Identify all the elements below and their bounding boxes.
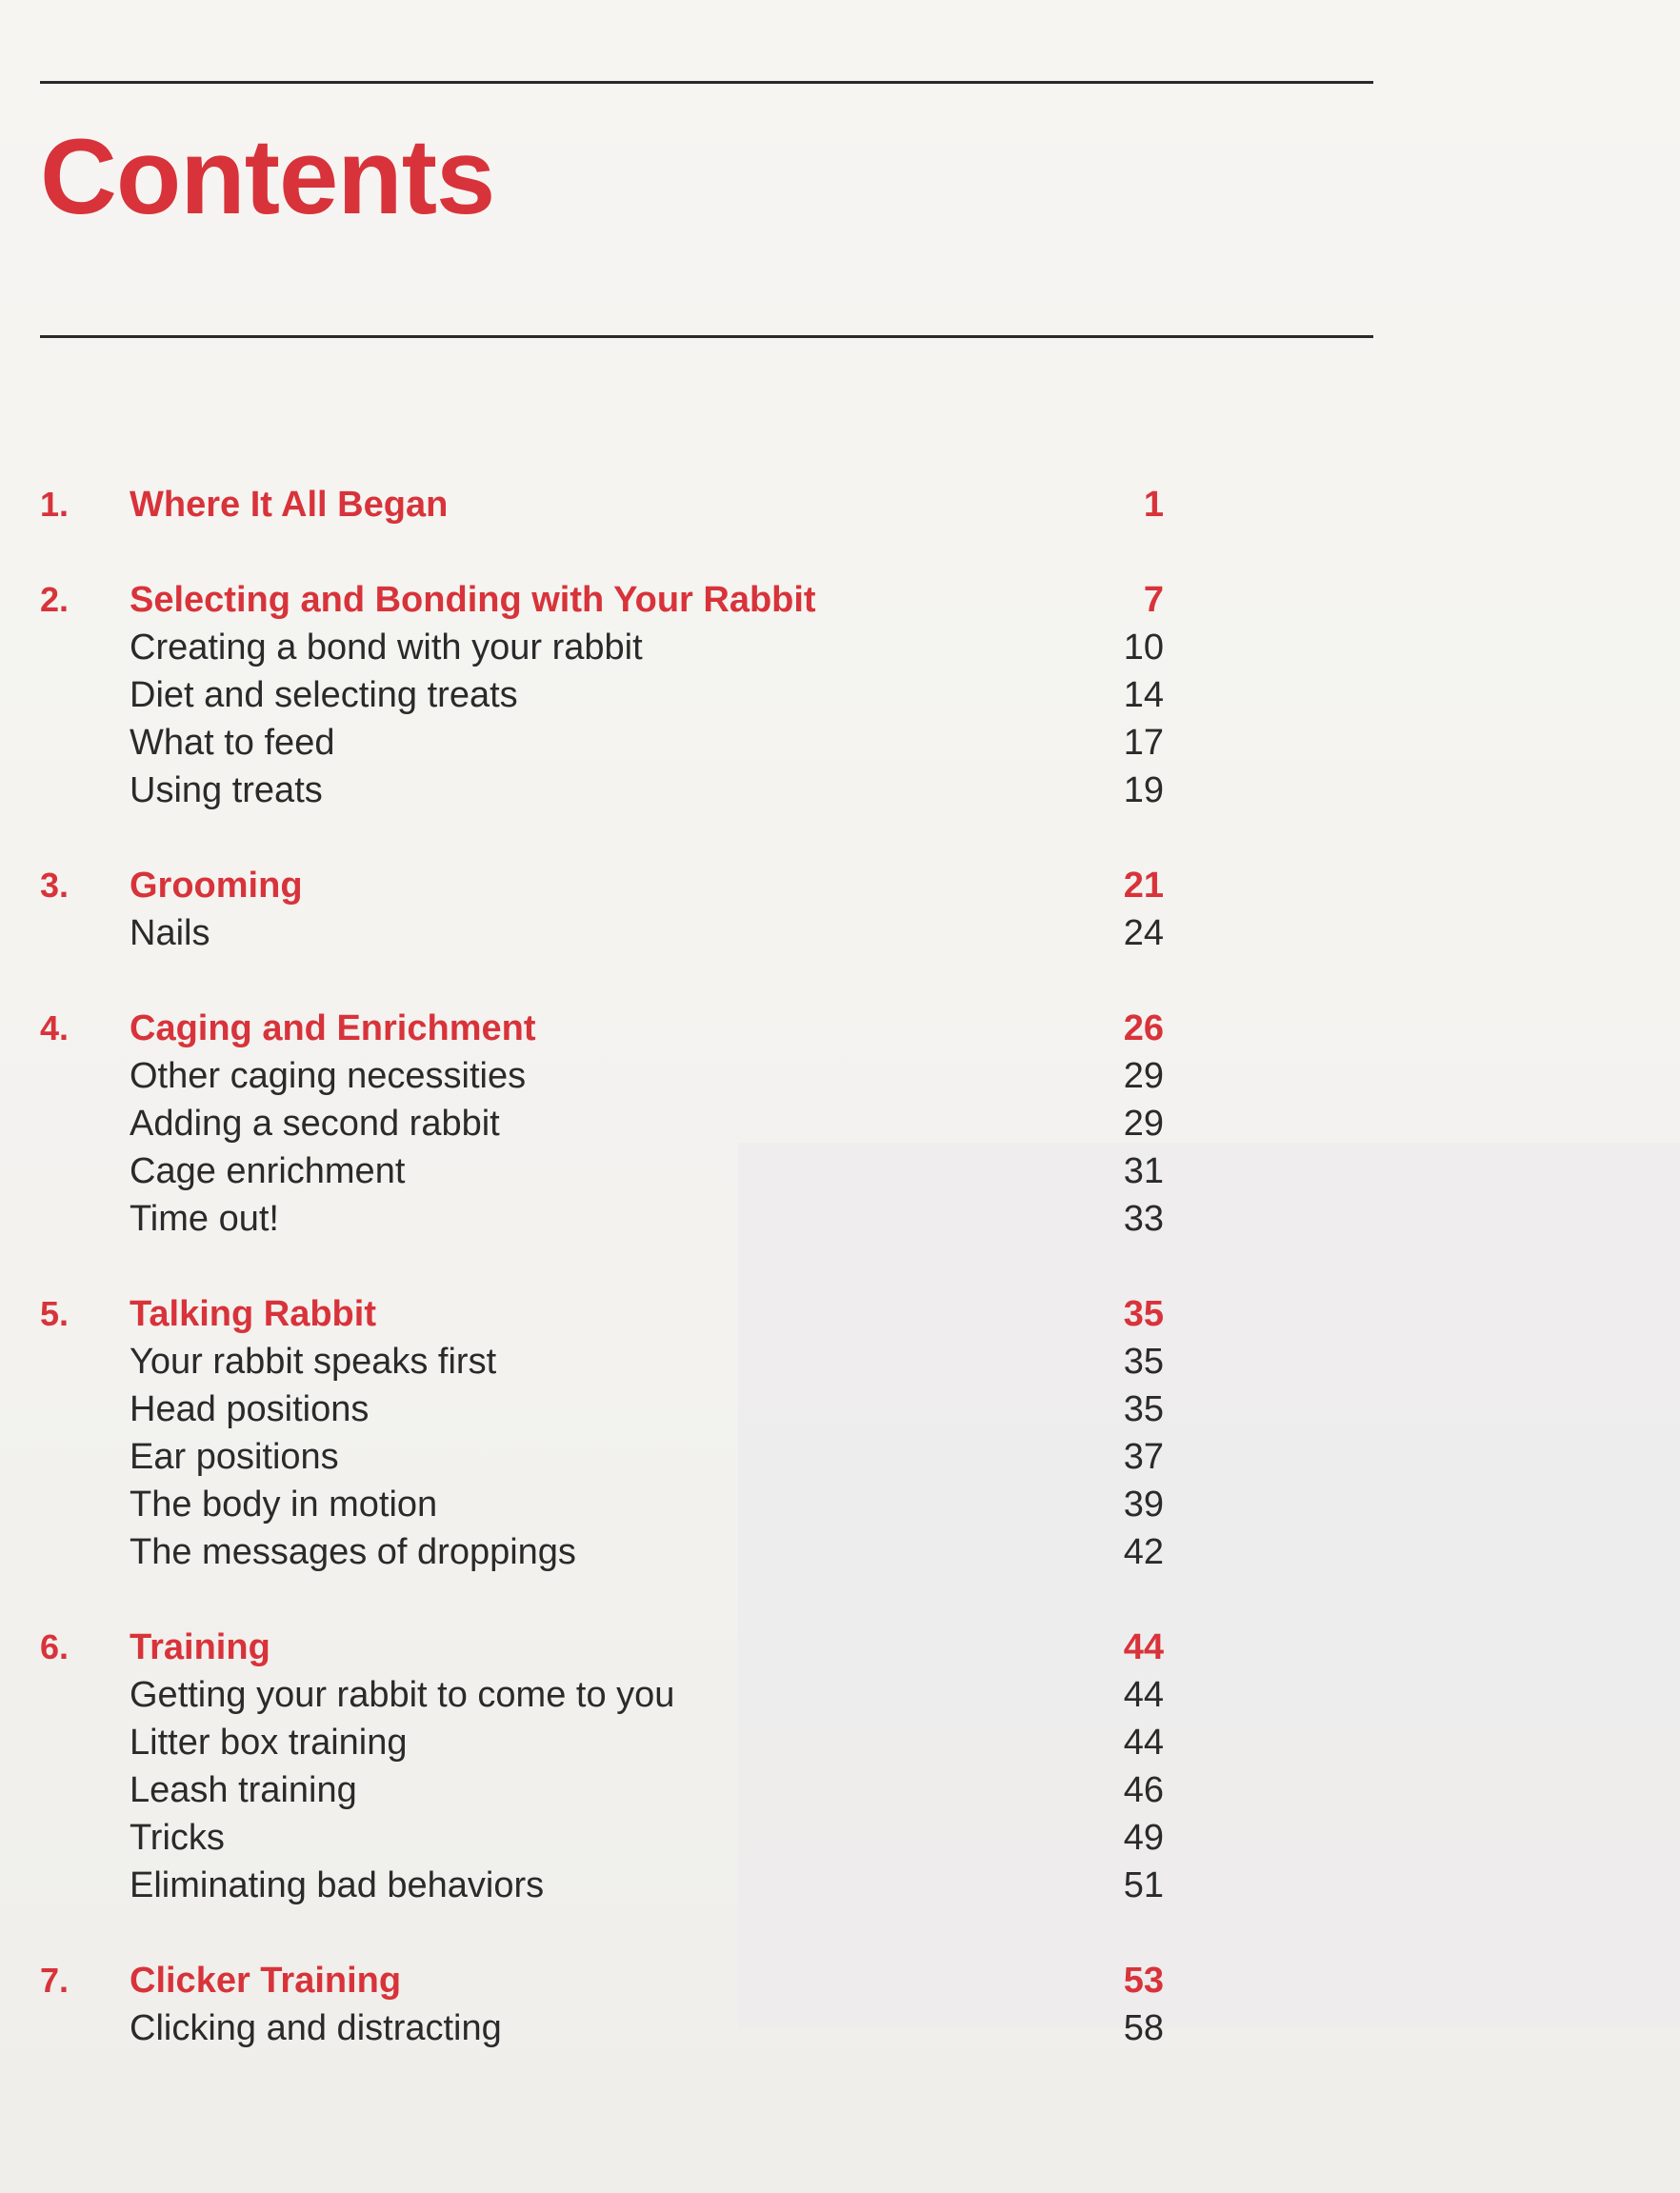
entry-page-number: 29 [1123,1104,1164,1144]
chapter-page-number: 53 [1123,1961,1164,2001]
entry-page-number: 24 [1123,913,1164,953]
entry-title: Diet and selecting treats [130,675,518,715]
entry-page-number: 33 [1123,1199,1164,1239]
chapter-number: 1. [40,485,70,524]
entry-page-number: 49 [1123,1818,1164,1858]
toc-entry-row[interactable] [40,1195,1164,1243]
toc-chapter-row[interactable] [40,1290,1164,1338]
entry-page-number: 17 [1123,723,1164,763]
toc-chapter-row[interactable] [40,1624,1164,1671]
entry-title: Eliminating bad behaviors [130,1865,545,1905]
toc-chapter [40,1005,1164,1243]
toc-entry-row[interactable] [40,1814,1164,1862]
entry-page-number: 14 [1123,675,1164,715]
entry-page-number: 10 [1123,628,1164,668]
entry-page-number: 35 [1123,1342,1164,1382]
chapter-title: Grooming [130,866,303,906]
toc-entry-row[interactable] [40,719,1164,767]
toc-chapter-row[interactable] [40,576,1164,624]
entry-title: The messages of droppings [130,1532,576,1572]
entry-title: Clicking and distracting [130,2008,502,2048]
toc-entry-row[interactable] [40,767,1164,814]
toc-entry-row[interactable] [40,1100,1164,1147]
toc-chapter [40,1624,1164,1909]
entry-title: The body in motion [130,1485,438,1525]
entry-title: Ear positions [130,1437,339,1477]
entry-title: Tricks [130,1818,225,1858]
toc-entry-row[interactable] [40,671,1164,719]
chapter-page-number: 26 [1123,1008,1164,1048]
toc-chapter-row[interactable] [40,862,1164,909]
toc-entry-row[interactable] [40,1862,1164,1909]
chapter-page-number: 35 [1123,1294,1164,1334]
entry-title: Leash training [130,1770,357,1810]
entry-page-number: 42 [1123,1532,1164,1572]
toc-entry-row[interactable] [40,1719,1164,1766]
chapter-page-number: 1 [1143,485,1164,525]
entry-title: Head positions [130,1389,370,1429]
title-rule [40,335,1373,338]
entry-title: Time out! [130,1199,279,1239]
page-title: Contents [40,117,495,236]
toc-entry-row[interactable] [40,1671,1164,1719]
toc-chapter-row[interactable] [40,1005,1164,1052]
toc-chapter [40,1290,1164,1576]
toc-chapter-row[interactable] [40,1957,1164,2004]
chapter-title: Where It All Began [130,485,449,525]
entry-page-number: 58 [1123,2008,1164,2048]
toc-entry-row[interactable] [40,1147,1164,1195]
entry-title: Litter box training [130,1723,408,1763]
chapter-number: 5. [40,1294,70,1333]
entry-page-number: 29 [1123,1056,1164,1096]
chapter-title: Caging and Enrichment [130,1008,536,1048]
chapter-page-number: 44 [1123,1627,1164,1667]
entry-title: Nails [130,913,210,953]
entry-title: Using treats [130,770,323,810]
toc-entry-row[interactable] [40,1433,1164,1481]
toc-entry-row[interactable] [40,1766,1164,1814]
toc-entry-row[interactable] [40,2004,1164,2052]
chapter-page-number: 7 [1143,580,1164,620]
entry-title: Adding a second rabbit [130,1104,500,1144]
chapter-number: 4. [40,1008,70,1047]
chapter-number: 2. [40,580,70,619]
entry-page-number: 44 [1123,1675,1164,1715]
toc-entry-row[interactable] [40,1338,1164,1386]
entry-page-number: 35 [1123,1389,1164,1429]
entry-page-number: 51 [1123,1865,1164,1905]
chapter-page-number: 21 [1123,866,1164,906]
toc-entry-row[interactable] [40,624,1164,671]
entry-page-number: 37 [1123,1437,1164,1477]
chapter-title: Training [130,1627,270,1667]
toc-chapter [40,862,1164,957]
entry-title: Creating a bond with your rabbit [130,628,643,668]
chapter-number: 6. [40,1627,70,1666]
entry-title: Getting your rabbit to come to you [130,1675,675,1715]
entry-page-number: 39 [1123,1485,1164,1525]
entry-page-number: 44 [1123,1723,1164,1763]
toc-chapter-row[interactable] [40,481,1164,528]
entry-page-number: 46 [1123,1770,1164,1810]
entry-title: What to feed [130,723,335,763]
table-of-contents [40,481,1164,2100]
chapter-title: Selecting and Bonding with Your Rabbit [130,580,816,620]
chapter-title: Clicker Training [130,1961,402,2001]
chapter-number: 7. [40,1961,70,2000]
toc-entry-row[interactable] [40,1481,1164,1528]
entry-title: Other caging necessities [130,1056,527,1096]
toc-entry-row[interactable] [40,1052,1164,1100]
entry-page-number: 19 [1123,770,1164,810]
chapter-title: Talking Rabbit [130,1294,376,1334]
toc-entry-row[interactable] [40,1528,1164,1576]
entry-title: Your rabbit speaks first [130,1342,497,1382]
toc-entry-row[interactable] [40,909,1164,957]
entry-page-number: 31 [1123,1151,1164,1191]
toc-chapter [40,481,1164,528]
chapter-number: 3. [40,866,70,905]
top-rule [40,81,1373,84]
toc-chapter [40,1957,1164,2052]
entry-title: Cage enrichment [130,1151,406,1191]
toc-entry-row[interactable] [40,1386,1164,1433]
toc-chapter [40,576,1164,814]
